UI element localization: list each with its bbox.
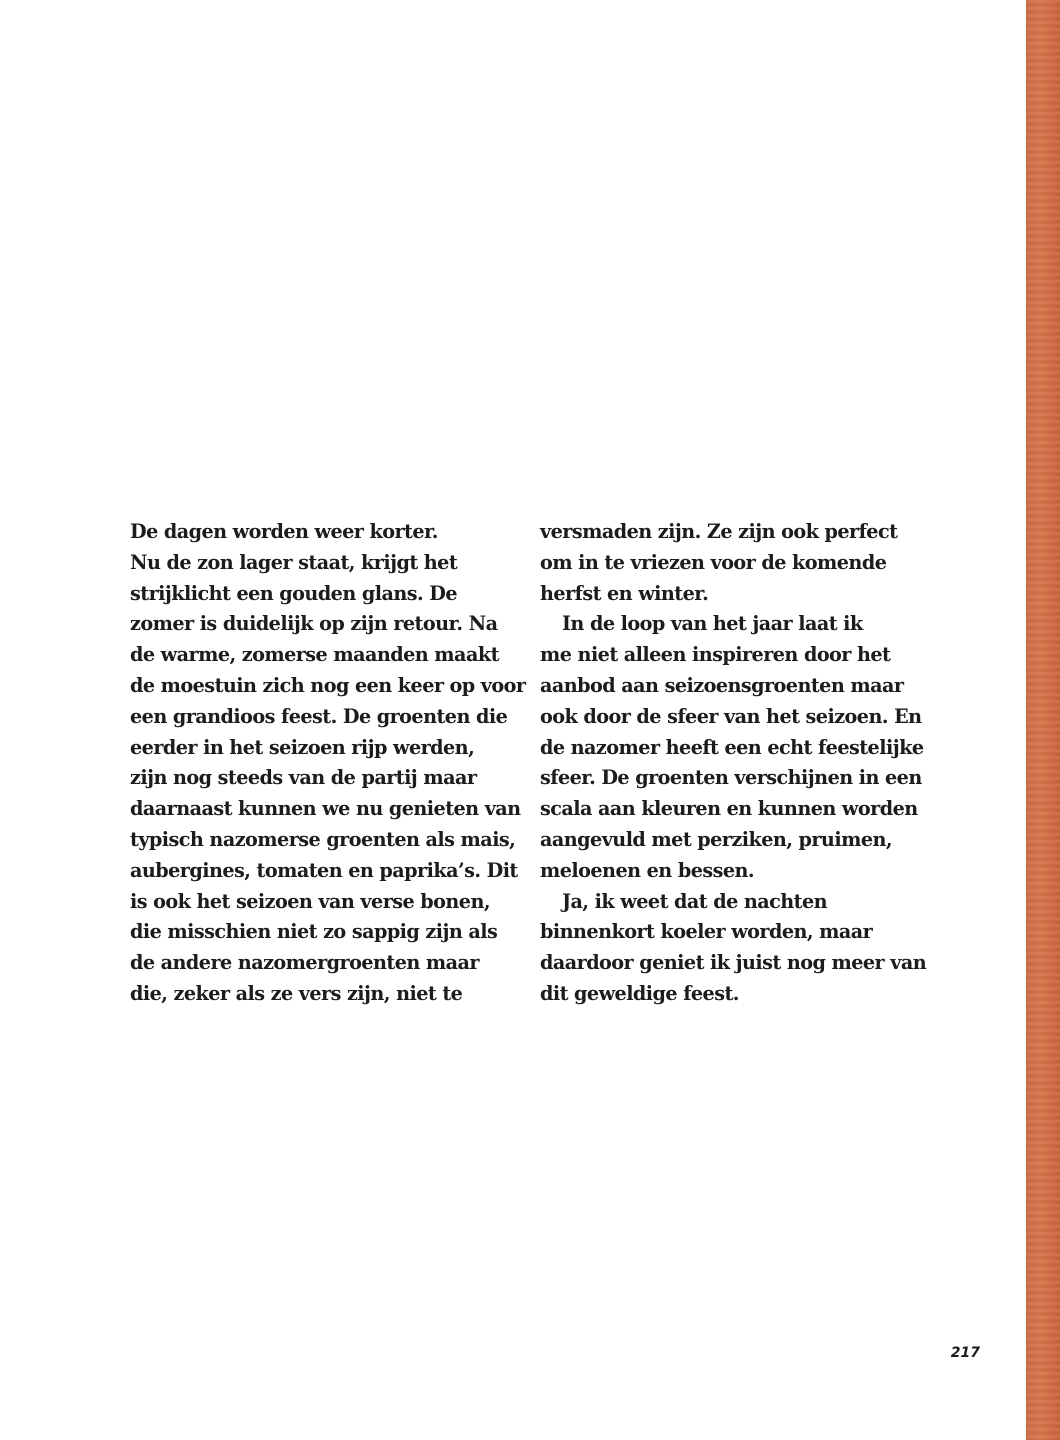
text-line: typisch nazomerse groenten als mais,: [130, 827, 516, 851]
text-line: herfst en winter.: [540, 581, 709, 605]
text-line: de warme, zomerse maanden maakt: [130, 643, 499, 667]
text-line: de moestuin zich nog een keer op voor: [130, 673, 526, 697]
text-column-right: [540, 517, 940, 1010]
text-line: aanbod aan seizoensgroenten maar: [540, 673, 904, 697]
text-line: scala aan kleuren en kunnen worden: [540, 797, 918, 821]
paragraph-first-line: Ja, ik weet dat de nachten: [562, 889, 828, 913]
text-column-left: [130, 517, 530, 1010]
text-line: ook door de sfeer van het seizoen. En: [540, 704, 922, 728]
text-line: zijn nog steeds van de partij maar: [130, 766, 477, 790]
text-line: daarnaast kunnen we nu genieten van: [130, 797, 521, 821]
text-line: is ook het seizoen van verse bonen,: [130, 889, 490, 913]
text-line: sfeer. De groenten verschijnen in een: [540, 766, 922, 790]
text-line: daardoor geniet ik juist nog meer van: [540, 951, 927, 975]
text-line: dit geweldige feest.: [540, 981, 739, 1005]
text-line: de andere nazomergroenten maar: [130, 951, 479, 975]
text-line: zomer is duidelijk op zijn retour. Na: [130, 612, 498, 636]
text-line: de nazomer heeft een echt feestelijke: [540, 735, 924, 759]
orange-edge-band: [1026, 0, 1060, 1440]
text-line: binnenkort koeler worden, maar: [540, 920, 873, 944]
text-line: die misschien niet zo sappig zijn als: [130, 920, 498, 944]
page-number: 217: [950, 1345, 980, 1361]
text-line: me niet alleen inspireren door het: [540, 643, 891, 667]
text-line: om in te vriezen voor de komende: [540, 550, 887, 574]
text-line: strijklicht een gouden glans. De: [130, 581, 458, 605]
paragraph-first-line: In de loop van het jaar laat ik: [562, 612, 863, 636]
text-line: Nu de zon lager staat, krijgt het: [130, 550, 458, 574]
text-line: versmaden zijn. Ze zijn ook perfect: [540, 520, 898, 543]
text-line: aangevuld met perziken, pruimen,: [540, 827, 893, 851]
text-line: die, zeker als ze vers zijn, niet te: [130, 981, 463, 1005]
text-line: eerder in het seizoen rijp werden,: [130, 735, 475, 759]
text-line: meloenen en bessen.: [540, 858, 755, 882]
text-line: De dagen worden weer korter.: [130, 520, 438, 543]
text-line: aubergines, tomaten en paprika’s. Dit: [130, 858, 518, 882]
text-line: een grandioos feest. De groenten die: [130, 704, 508, 728]
